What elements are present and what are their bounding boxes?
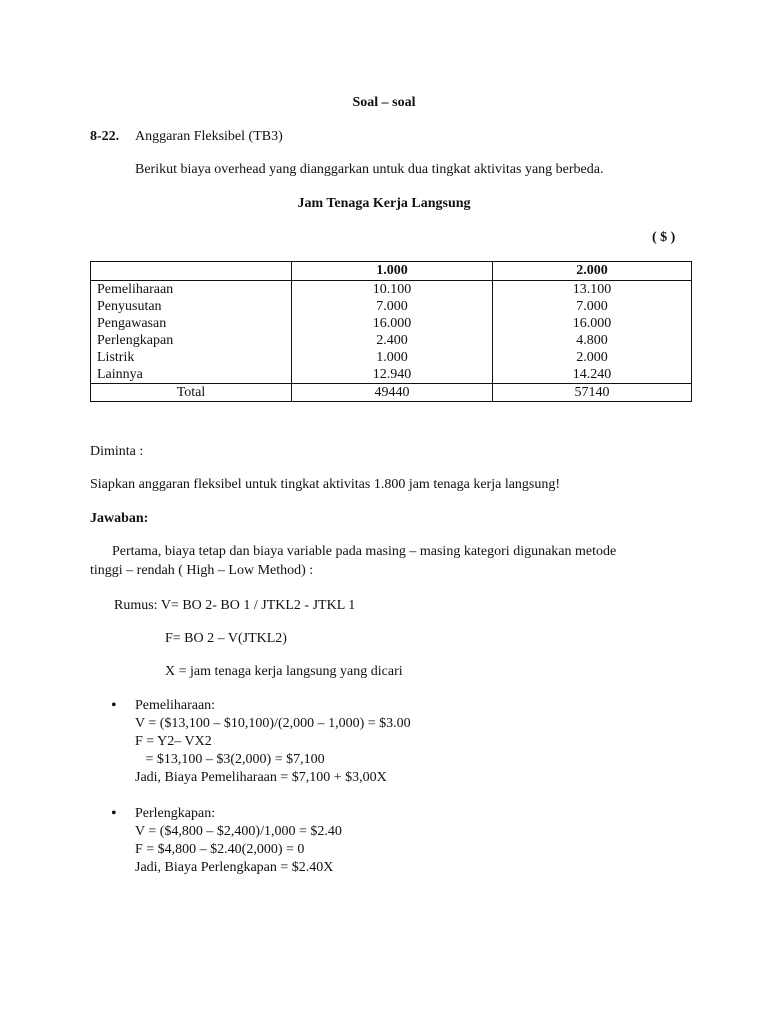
row-value-2000: 4.800 [493, 332, 692, 349]
calc-line: = $13,100 – $3(2,000) = $7,100 [135, 752, 325, 767]
bullet-icon: • [111, 697, 117, 714]
calc-line: Jadi, Biaya Perlengkapan = $2.40X [135, 860, 334, 875]
row-value-1000: 16.000 [292, 315, 493, 332]
calc-line: V = ($13,100 – $10,100)/(2,000 – 1,000) = $3.00 [135, 716, 411, 731]
calc-line: Pemeliharaan: [135, 698, 216, 713]
table-row [91, 349, 692, 366]
row-label: Lainnya [91, 366, 292, 384]
calc-line: Jadi, Biaya Pemeliharaan = $7,100 + $3,00X [135, 770, 387, 785]
method-text-line1: Pertama, biaya tetap dan biaya variable pada masing – masing kategori digunakan metode [112, 544, 617, 559]
calc-perlengkapan [135, 805, 342, 877]
row-value-1000: 12.940 [292, 366, 493, 384]
calc-line: V = ($4,800 – $2,400)/1,000 = $2.40 [135, 824, 342, 839]
total-value-2000: 57140 [493, 384, 692, 402]
row-label: Penyusutan [91, 298, 292, 315]
method-text-line2: tinggi – rendah ( High – Low Method) : [90, 563, 314, 578]
row-value-1000: 7.000 [292, 298, 493, 315]
row-label: Pemeliharaan [91, 281, 292, 299]
bullet-icon: • [111, 805, 117, 822]
formula-v: Rumus: V= BO 2- BO 1 / JTKL2 - JTKL 1 [114, 598, 356, 613]
overhead-table [90, 261, 692, 402]
page-title: Soal – soal [352, 95, 416, 110]
currency-label: ( $ ) [652, 230, 676, 245]
table-header-cell: 1.000 [292, 262, 493, 281]
row-label: Pengawasan [91, 315, 292, 332]
calc-line: F = $4,800 – $2.40(2,000) = 0 [135, 842, 305, 857]
row-value-2000: 14.240 [493, 366, 692, 384]
row-value-2000: 7.000 [493, 298, 692, 315]
table-row [91, 315, 692, 332]
table-row [91, 332, 692, 349]
problem-name: Anggaran Fleksibel (TB3) [135, 129, 283, 144]
table-row [91, 298, 692, 315]
calc-pemeliharaan [135, 697, 411, 787]
row-label: Listrik [91, 349, 292, 366]
row-value-2000: 16.000 [493, 315, 692, 332]
table-row [91, 281, 692, 299]
total-value-1000: 49440 [292, 384, 493, 402]
calc-line: F = Y2– VX2 [135, 734, 212, 749]
row-value-2000: 2.000 [493, 349, 692, 366]
formula-x: X = jam tenaga kerja langsung yang dicari [165, 664, 403, 679]
table-caption: Jam Tenaga Kerja Langsung [297, 196, 471, 211]
problem-intro: Berikut biaya overhead yang dianggarkan untuk dua tingkat aktivitas yang berbeda. [135, 162, 604, 177]
table-header-row [91, 262, 692, 281]
row-value-1000: 1.000 [292, 349, 493, 366]
calc-line: Perlengkapan: [135, 806, 216, 821]
formula-f: F= BO 2 – V(JTKL2) [165, 631, 287, 646]
table-total-row [91, 384, 692, 402]
problem-number: 8-22. [90, 129, 120, 144]
total-label: Total [91, 384, 292, 402]
row-value-1000: 10.100 [292, 281, 493, 299]
table-header-cell: 2.000 [493, 262, 692, 281]
task-text: Siapkan anggaran fleksibel untuk tingkat aktivitas 1.800 jam tenaga kerja langsung! [90, 477, 561, 492]
row-label: Perlengkapan [91, 332, 292, 349]
table-header-cell [91, 262, 292, 281]
row-value-2000: 13.100 [493, 281, 692, 299]
table-row [91, 366, 692, 384]
jawaban-label: Jawaban: [90, 511, 149, 526]
row-value-1000: 2.400 [292, 332, 493, 349]
diminta-label: Diminta : [90, 444, 144, 459]
